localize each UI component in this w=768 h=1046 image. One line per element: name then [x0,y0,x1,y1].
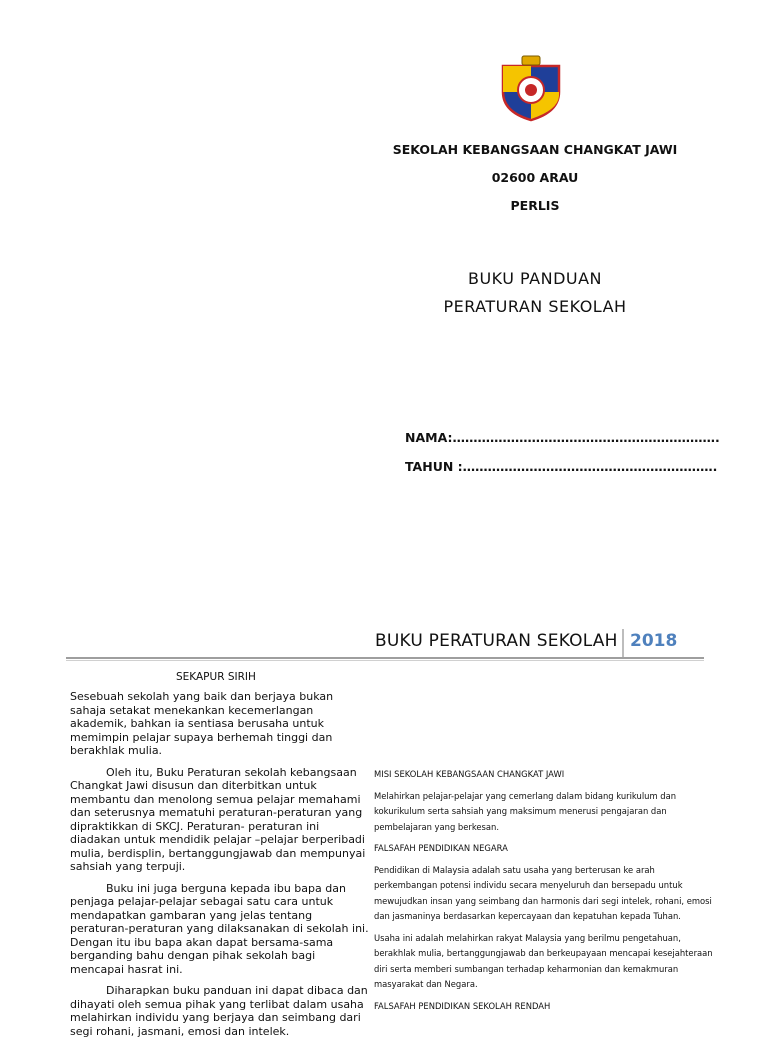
banner-year: 2018 [630,631,678,651]
book-title-line2: PERATURAN SEKOLAH [443,297,627,316]
school-postcode-town: 02600 ARAU [491,170,579,185]
horizontal-rule-thin [66,660,704,661]
parents-paragraph: Buku ini juga berguna kepada ibu bapa dan penjaga pelajar-pelajar sebagai satu cara untuk mendapatkan gambaran yang jelas tentang peraturan-peraturan yang dilaksanakan di sekolah ini. Dengan itu ibu bapa akan dapat bersama-sama berganding bahu dengan pihak sekolah bagi mencapai hasrat ini. [70,881,369,976]
misi-text: Melahirkan pelajar-pelajar yang cemerlang dalam bidang kurikulum dan kokurikulum serta sahsiah yang maksimum menerusi pengajaran dan pembelajaran yang berkesan. [374,790,677,832]
horizontal-rule [66,657,704,659]
banner-divider [622,629,624,657]
year-field: TAHUN :……………………………………………………. [405,459,718,474]
school-crest-icon [498,52,564,122]
fpn-text-2: Usaha ini adalah melahirkan rakyat Malaysia yang berilmu pengetahuan, berakhlak mulia, bertanggungjawab dan berkeupayaan mencapai kesejahteraan diri serta memberi sumbangan terhadap keharmonian dan kemakmuran masyarakat dan Negara. [374,932,713,989]
school-name: SEKOLAH KEBANGSAAN CHANGKAT JAWI [392,142,678,157]
fps-heading: FALSAFAH PENDIDIKAN SEKOLAH RENDAH [374,1000,551,1011]
closing-paragraph: Diharapkan buku panduan ini dapat dibaca dan dihayati oleh semua pihak yang terlibat dalam usaha melahirkan individu yang berjaya dan seimbang dari segi rohani, jasmani, emosi dan intelek. [70,984,368,1038]
intro-paragraph: Sesebuah sekolah yang baik dan berjaya bukan sahaja setakat menekankan kecemerlangan akademik, bahkan ia sentiasa berusaha untuk memimpin pelajar supaya berhemah tinggi dan berakhlak mulia. [70,690,334,757]
misi-heading: MISI SEKOLAH KEBANGSAAN CHANGKAT JAWI [374,769,565,779]
sekapur-sirih-heading: SEKAPUR SIRIH [176,671,256,683]
fpn-heading: FALSAFAH PENDIDIKAN NEGARA [374,843,508,853]
book-title-line1: BUKU PANDUAN [467,269,603,288]
purpose-paragraph: Oleh itu, Buku Peraturan sekolah kebangsaan Changkat Jawi disusun dan diterbitkan untuk membantu dan menolong semua pelajar memahami dan seterusnya mematuhi peraturan-peraturan yang dipraktikkan di SKCJ. Peraturan- peraturan ini diadakan untuk mendidik pelajar –pelajar berperibadi mulia, berdisplin, bertanggungjawab dan mempunyai sahsiah yang terpuji. [70,765,366,873]
name-field: NAMA:………………………………………………………. [405,430,720,445]
banner-title: BUKU PERATURAN SEKOLAH [375,631,618,651]
fpn-text-1: Pendidikan di Malaysia adalah satu usaha yang berterusan ke arah perkembangan potensi individu secara menyeluruh dan bersepadu untuk mewujudkan insan yang seimbang dan harmonis dari segi intelek, rohani, emosi dan jasmaninya berdasarkan kepercayaan dan kepatuhan kepada Tuhan. [374,864,712,921]
left-column [70,690,370,1046]
right-column [374,767,714,1020]
school-state: PERLIS [510,198,560,213]
